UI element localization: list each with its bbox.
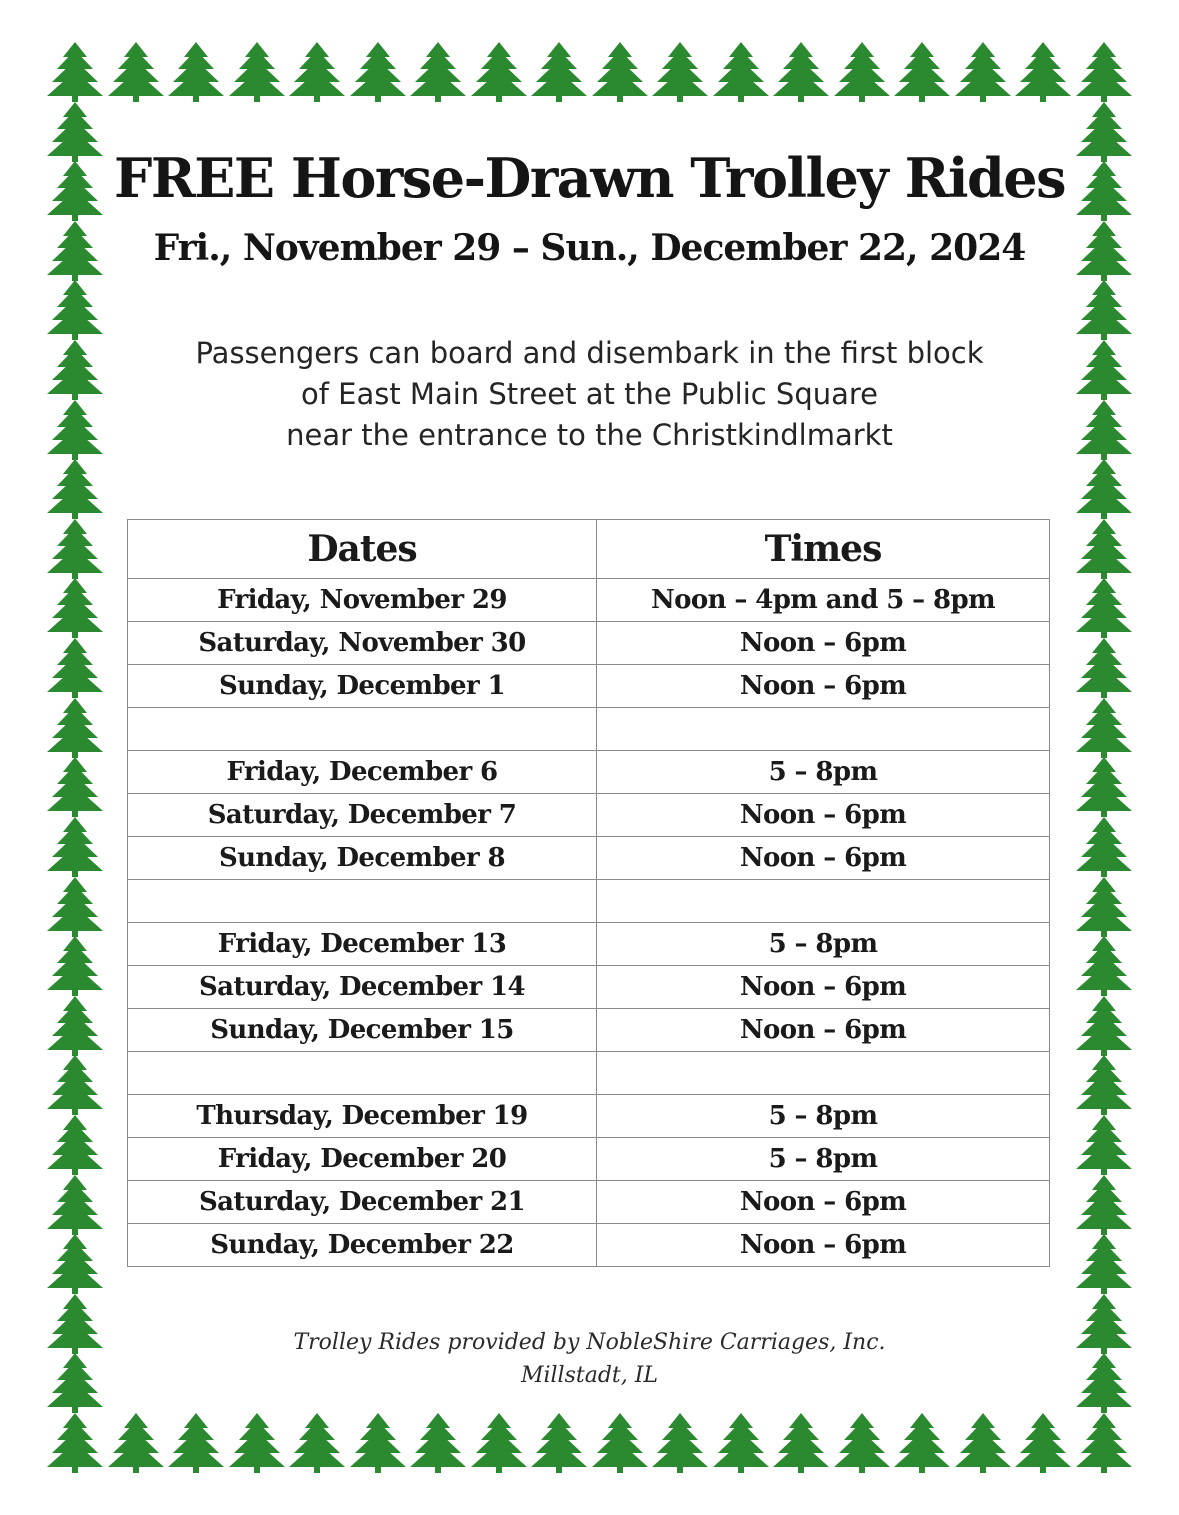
christmas-tree-icon (832, 1412, 892, 1474)
christmas-tree-icon (1074, 577, 1134, 639)
schedule-table (127, 519, 1050, 1267)
christmas-tree-icon (1074, 816, 1134, 878)
table-row (128, 1095, 1050, 1138)
christmas-tree-icon (348, 41, 408, 103)
table-row (128, 708, 1050, 751)
table-row (128, 665, 1050, 708)
time-cell: Noon – 6pm (597, 794, 1050, 837)
christmas-tree-icon (45, 41, 105, 103)
time-cell: 5 – 8pm (597, 1138, 1050, 1181)
christmas-tree-icon (650, 41, 710, 103)
table-row (128, 966, 1050, 1009)
table-row (128, 579, 1050, 622)
time-cell: Noon – 6pm (597, 837, 1050, 880)
time-cell: Noon – 6pm (597, 1009, 1050, 1052)
table-row (128, 1181, 1050, 1224)
date-cell: Saturday, November 30 (128, 622, 597, 665)
christmas-tree-icon (771, 41, 831, 103)
boarding-info-line: near the entrance to the Christkindlmarkt (286, 418, 893, 452)
christmas-tree-icon (166, 41, 226, 103)
credit-provider: Trolley Rides provided by NobleShire Carriages, Inc. (293, 1330, 886, 1355)
christmas-tree-icon (1013, 1412, 1073, 1474)
date-cell: Friday, December 20 (128, 1138, 597, 1181)
table-row (128, 837, 1050, 880)
table-row (128, 923, 1050, 966)
christmas-tree-icon (892, 41, 952, 103)
time-cell (597, 880, 1050, 923)
christmas-tree-icon (45, 1054, 105, 1116)
christmas-tree-icon (1074, 1412, 1134, 1474)
christmas-tree-icon (45, 1174, 105, 1236)
christmas-tree-icon (45, 458, 105, 520)
christmas-tree-icon (227, 1412, 287, 1474)
time-cell: Noon – 6pm (597, 1224, 1050, 1267)
credit-location: Millstadt, IL (520, 1363, 659, 1388)
christmas-tree-icon (45, 935, 105, 997)
table-row (128, 794, 1050, 837)
christmas-tree-icon (45, 876, 105, 938)
table-row (128, 1138, 1050, 1181)
table-row (128, 622, 1050, 665)
christmas-tree-icon (45, 995, 105, 1057)
christmas-tree-icon (1074, 637, 1134, 699)
table-row (128, 751, 1050, 794)
christmas-tree-icon (45, 1114, 105, 1176)
christmas-tree-icon (832, 41, 892, 103)
christmas-tree-icon (106, 1412, 166, 1474)
christmas-tree-icon (711, 1412, 771, 1474)
date-cell: Saturday, December 21 (128, 1181, 597, 1224)
date-cell: Sunday, December 22 (128, 1224, 597, 1267)
christmas-tree-icon (771, 1412, 831, 1474)
christmas-tree-icon (1074, 1054, 1134, 1116)
christmas-tree-icon (1074, 697, 1134, 759)
schedule-header-row (128, 520, 1050, 579)
table-row (128, 880, 1050, 923)
table-row (128, 1224, 1050, 1267)
credit-note (0, 1326, 1179, 1392)
dates-header: Dates (128, 520, 597, 579)
time-cell: Noon – 6pm (597, 622, 1050, 665)
christmas-tree-icon (1074, 1174, 1134, 1236)
christmas-tree-icon (650, 1412, 710, 1474)
christmas-tree-icon (529, 41, 589, 103)
christmas-tree-icon (1074, 1114, 1134, 1176)
time-cell: Noon – 4pm and 5 – 8pm (597, 579, 1050, 622)
boarding-info (0, 333, 1179, 456)
christmas-tree-icon (953, 1412, 1013, 1474)
date-cell: Thursday, December 19 (128, 1095, 597, 1138)
christmas-tree-icon (1074, 458, 1134, 520)
christmas-tree-icon (1074, 995, 1134, 1057)
christmas-tree-icon (166, 1412, 226, 1474)
christmas-tree-icon (1074, 935, 1134, 997)
christmas-tree-icon (529, 1412, 589, 1474)
christmas-tree-icon (1074, 1233, 1134, 1295)
christmas-tree-icon (45, 816, 105, 878)
christmas-tree-icon (1074, 518, 1134, 580)
christmas-tree-icon (408, 1412, 468, 1474)
christmas-tree-icon (227, 41, 287, 103)
date-cell (128, 880, 597, 923)
christmas-tree-icon (469, 41, 529, 103)
flyer-date-range: Fri., November 29 – Sun., December 22, 2024 (153, 227, 1026, 269)
christmas-tree-icon (953, 41, 1013, 103)
table-row (128, 1009, 1050, 1052)
date-cell (128, 708, 597, 751)
christmas-tree-icon (106, 41, 166, 103)
christmas-tree-icon (590, 41, 650, 103)
christmas-tree-icon (408, 41, 468, 103)
flyer-title: FREE Horse-Drawn Trolley Rides (114, 146, 1065, 210)
date-cell: Saturday, December 7 (128, 794, 597, 837)
christmas-tree-icon (45, 637, 105, 699)
christmas-tree-icon (45, 697, 105, 759)
table-row (128, 1052, 1050, 1095)
christmas-tree-icon (348, 1412, 408, 1474)
time-cell: Noon – 6pm (597, 1181, 1050, 1224)
christmas-tree-icon (45, 1233, 105, 1295)
date-cell: Sunday, December 1 (128, 665, 597, 708)
christmas-tree-icon (287, 1412, 347, 1474)
date-cell: Friday, November 29 (128, 579, 597, 622)
time-cell (597, 708, 1050, 751)
boarding-info-line: Passengers can board and disembark in the first block (195, 336, 984, 370)
christmas-tree-icon (1013, 41, 1073, 103)
christmas-tree-icon (711, 41, 771, 103)
christmas-tree-icon (45, 518, 105, 580)
date-cell: Saturday, December 14 (128, 966, 597, 1009)
christmas-tree-icon (45, 1412, 105, 1474)
date-cell: Sunday, December 15 (128, 1009, 597, 1052)
time-cell: 5 – 8pm (597, 1095, 1050, 1138)
time-cell: 5 – 8pm (597, 923, 1050, 966)
christmas-tree-icon (1074, 41, 1134, 103)
time-cell: 5 – 8pm (597, 751, 1050, 794)
christmas-tree-icon (45, 756, 105, 818)
date-cell (128, 1052, 597, 1095)
christmas-tree-icon (469, 1412, 529, 1474)
time-cell: Noon – 6pm (597, 966, 1050, 1009)
christmas-tree-icon (892, 1412, 952, 1474)
christmas-tree-icon (45, 577, 105, 639)
times-header: Times (597, 520, 1050, 579)
time-cell: Noon – 6pm (597, 665, 1050, 708)
christmas-tree-icon (1074, 756, 1134, 818)
time-cell (597, 1052, 1050, 1095)
christmas-tree-icon (287, 41, 347, 103)
date-cell: Sunday, December 8 (128, 837, 597, 880)
christmas-tree-icon (1074, 876, 1134, 938)
date-cell: Friday, December 6 (128, 751, 597, 794)
boarding-info-line: of East Main Street at the Public Square (300, 377, 879, 411)
christmas-tree-icon (590, 1412, 650, 1474)
date-cell: Friday, December 13 (128, 923, 597, 966)
